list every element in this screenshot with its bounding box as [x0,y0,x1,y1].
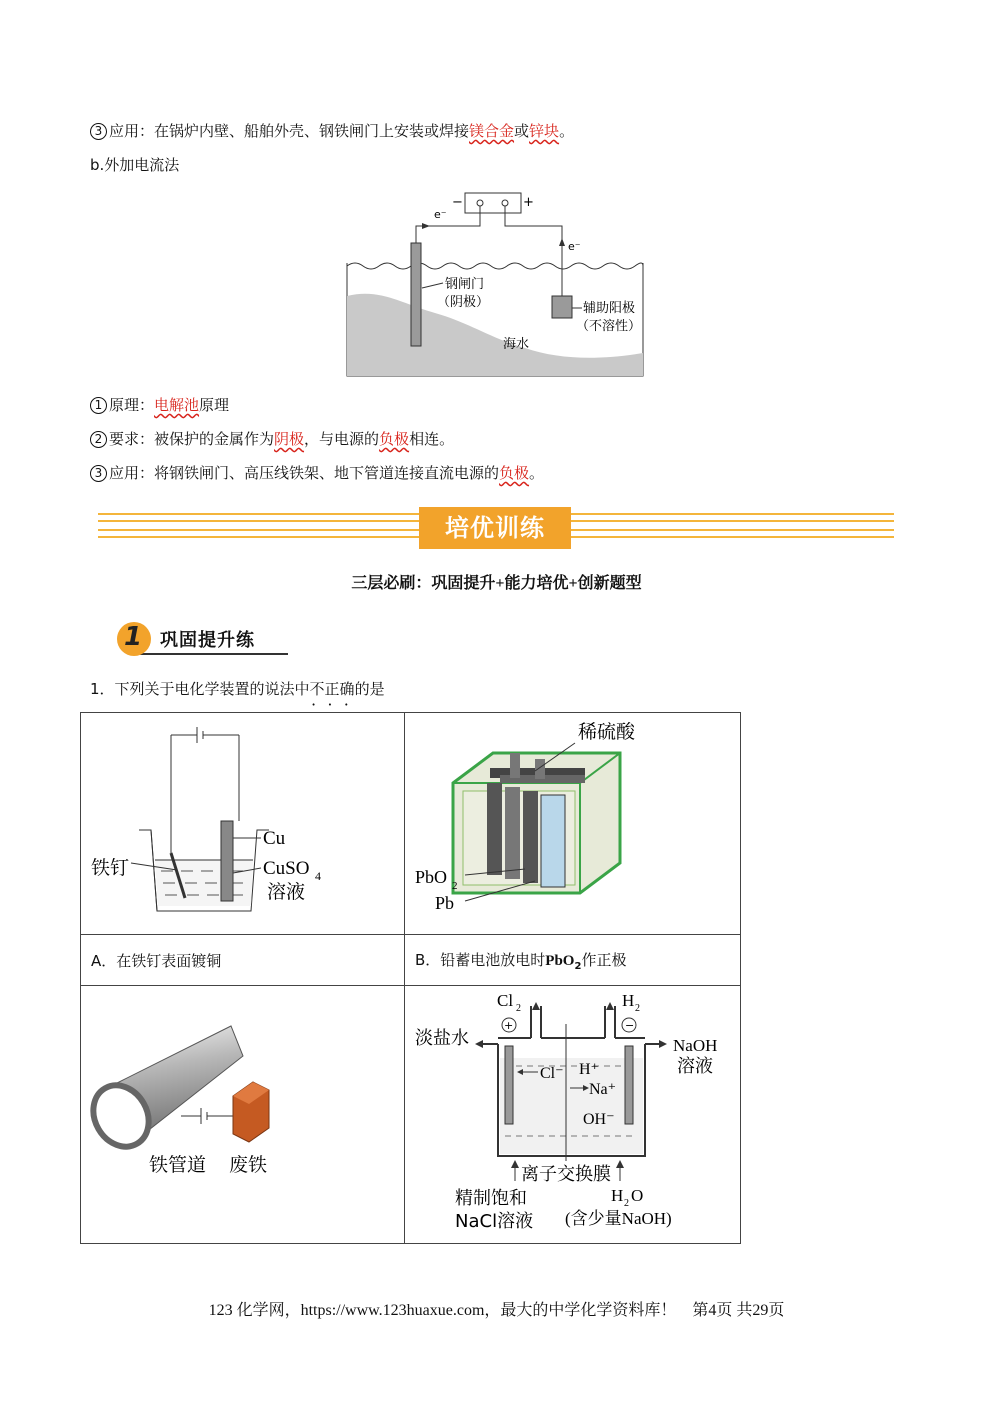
question-table [80,712,741,1244]
dilute-brine-label: 淡盐水 [415,1028,469,1049]
na-ion: Na⁺ [589,1081,617,1098]
keyword: 负极 [499,464,530,482]
chlor-alkali-cell-figure [405,986,740,1239]
circled-number: 2 [90,431,107,448]
text: B．铅蓄电池放电时 [415,950,546,969]
text: ，与电源的 [304,430,380,448]
pipe-label: 铁管道 [149,1154,207,1176]
page-footer: 123 化学网，https://www.123huaxue.com，最大的中学化学资料库！ 第4页 共29页 [208,1302,785,1319]
figure-d-cell [405,986,741,1244]
water-label: H [611,1186,624,1205]
steel-gate [411,243,421,346]
circled-number: 3 [90,123,107,140]
feed-label: 精制饱和 [455,1188,527,1209]
water-label-o: O [631,1186,644,1205]
h-ion: H⁺ [579,1061,599,1078]
emphasis-text: 不正确 • • • [310,680,355,698]
minus-sign: − [452,195,463,210]
naoh-label: NaOH [673,1036,718,1055]
figure-c-cell [81,986,405,1244]
anode-label: 辅助阳极 [583,301,636,316]
cathodic-protection-pipe-figure [81,986,404,1239]
cuso4-subscript: 4 [315,869,321,883]
pb-label: Pb [435,893,455,913]
section-b-heading: b.外加电流法 [90,156,180,174]
cl2-subscript: 2 [516,1003,521,1014]
text: 要求：被保护的金属作为 [109,430,275,448]
plus-sign: + [523,195,534,210]
power-supply [465,193,521,213]
cathode-rod [625,1046,633,1124]
h2-label: H [622,991,635,1010]
gate-label-cathode: （阴极） [437,295,490,310]
lead-acid-battery-figure [405,713,740,930]
acid-label: 稀硫酸 [578,721,636,743]
section-title: 巩固提升练 [160,630,255,651]
electron-right: e⁻ [568,240,581,253]
text: 1．下列关于电化学装置的说法中 [90,680,310,698]
svg-text:−: − [625,1019,635,1032]
iron-nail-label: 铁钉 [91,857,130,879]
circled-number: 3 [90,465,107,482]
text: 。 [559,122,575,140]
principle-line [90,394,229,416]
seawater-label: 海水 [503,337,530,352]
text: 原理 [199,396,230,414]
solution-label: 溶液 [267,881,306,903]
circled-number: 1 [90,397,107,414]
gate-label: 钢闸门 [445,277,485,292]
text: 。 [529,464,545,482]
pbo2-formula-sub: 2 [574,960,582,972]
sacrificial-application-line [90,120,574,142]
section-header [110,618,290,658]
cu-label: Cu [263,828,286,849]
text: 作正极 [581,950,627,969]
oh-ion: OH⁻ [583,1111,615,1128]
text: 或 [514,122,530,140]
water-subscript: 2 [624,1198,629,1209]
impressed-current-diagram [340,188,650,380]
copper-electrode [221,821,233,901]
naoh-solution-label: 溶液 [677,1056,713,1077]
option-b [405,935,741,986]
electroplating-figure [81,713,404,930]
keyword: 镁合金 [469,122,515,140]
banner-subtitle: 三层必刷：巩固提升+能力培优+创新题型 [351,575,642,592]
cl2-label: Cl [497,991,514,1010]
feed-nacl-label: NaCl溶液 [455,1211,534,1232]
pbo2-subscript: 2 [452,880,458,892]
text: 原理： [109,396,155,414]
option-a: A．在铁钉表面镀铜 [81,935,405,986]
banner-title: 培优训练 [419,507,571,549]
section-number: 1 [124,622,143,652]
cl-ion: Cl⁻ [540,1065,564,1082]
keyword: 负极 [379,430,410,448]
figure-a-cell [81,713,405,935]
anode-label-insoluble: （不溶性） [576,319,642,334]
keyword: 阴极 [274,430,305,448]
scrap-iron-label: 废铁 [229,1154,268,1176]
auxiliary-anode [552,296,572,318]
text: 相连。 [409,430,455,448]
electron-left: e⁻ [434,208,447,221]
pbo2-formula: PbO [545,952,575,969]
text: 的是 [354,680,385,698]
svg-text:+: + [504,1019,514,1032]
pbo2-label: PbO [415,867,448,887]
membrane-label: 离子交换膜 [521,1164,611,1185]
question-stem [90,678,385,700]
h2-subscript: 2 [635,1003,640,1014]
text: 应用：将钢铁闸门、高压线铁架、地下管道连接直流电源的 [109,464,500,482]
application-line [90,462,544,484]
keyword: 电解池 [154,396,200,414]
anode-rod [505,1046,513,1124]
figure-b-cell [405,713,741,935]
water-naoh-label: (含少量NaOH) [565,1209,672,1228]
requirement-line [90,428,454,450]
text: 应用：在锅炉内壁、船舶外壳、钢铁闸门上安装或焊接 [109,122,470,140]
keyword: 锌块 [529,122,560,140]
cuso4-label: CuSO [263,858,310,879]
